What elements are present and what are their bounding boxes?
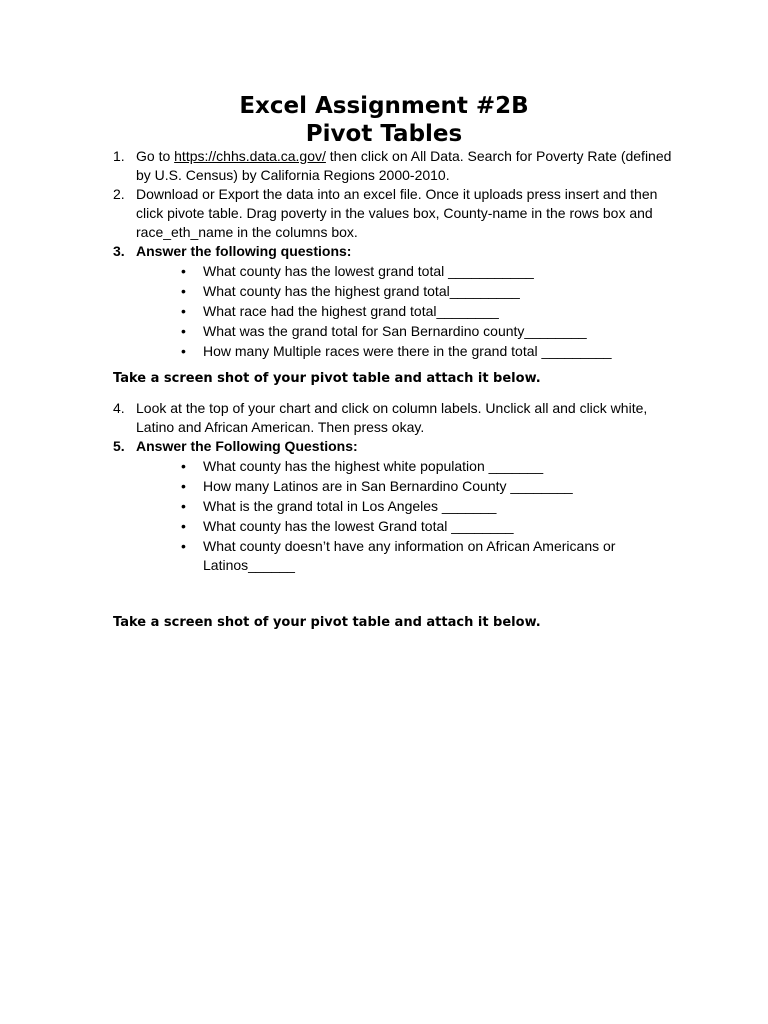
question-item: • What county has the highest white population _______ bbox=[181, 458, 544, 474]
bullet-icon: • bbox=[181, 498, 186, 514]
bullet-icon: • bbox=[181, 283, 186, 299]
item-number: 3. bbox=[113, 243, 125, 259]
bullet-icon: • bbox=[181, 263, 186, 279]
bullet-icon: • bbox=[181, 538, 186, 554]
question-item: • What race had the highest grand total________ bbox=[181, 303, 499, 319]
item-number: 2. bbox=[113, 186, 125, 202]
question-item: • What county has the lowest grand total ___________ bbox=[181, 263, 534, 279]
questions-list-1 bbox=[136, 262, 673, 361]
question-item: • What county doesn’t have any information on African Americans or Latinos______ bbox=[181, 538, 616, 573]
question-item: • What county has the lowest Grand total ________ bbox=[181, 518, 514, 534]
bullet-icon: • bbox=[181, 458, 186, 474]
item-number: 5. bbox=[113, 438, 125, 454]
bullet-icon: • bbox=[181, 303, 186, 319]
chhs-data-link[interactable]: https://chhs.data.ca.gov/ bbox=[174, 148, 326, 164]
question-item: • What was the grand total for San Bernardino county________ bbox=[181, 323, 587, 339]
item-text-before: Go to bbox=[136, 148, 175, 164]
item-heading: Answer the following questions: bbox=[136, 243, 352, 259]
screenshot-note-2: Take a screen shot of your pivot table and attach it below. bbox=[113, 615, 541, 630]
instruction-item-3 bbox=[113, 242, 673, 361]
item-heading: Answer the Following Questions: bbox=[136, 438, 358, 454]
instructions-list-1 bbox=[113, 147, 673, 361]
question-item: • How many Multiple races were there in the grand total _________ bbox=[181, 343, 612, 359]
title-line-1: Excel Assignment #2B bbox=[239, 93, 529, 119]
item-text: Download or Export the data into an excel file. Once it uploads press insert and then click pivote table. Drag poverty in the values box, County-name in the rows box and race_eth_name in the columns box. bbox=[136, 186, 658, 240]
instruction-item-5 bbox=[113, 437, 673, 575]
bullet-icon: • bbox=[181, 518, 186, 534]
item-number: 4. bbox=[113, 400, 125, 416]
bullet-icon: • bbox=[181, 323, 186, 339]
instructions-list-2 bbox=[113, 399, 673, 575]
title-line-2: Pivot Tables bbox=[305, 121, 463, 147]
item-text-after: then click on All Data. Search for Poverty Rate (defined by U.S. Census) by California Regions 2000-2010. bbox=[136, 148, 672, 183]
question-item: • How many Latinos are in San Bernardino County ________ bbox=[181, 478, 573, 494]
question-item: • What county has the highest grand total_________ bbox=[181, 283, 520, 299]
instruction-item-4 bbox=[113, 399, 673, 437]
bullet-icon: • bbox=[181, 343, 186, 359]
bullet-icon: • bbox=[181, 478, 186, 494]
item-text: Look at the top of your chart and click on column labels. Unclick all and click white, Latino and African American. Then press okay. bbox=[136, 400, 648, 435]
questions-list-2 bbox=[136, 457, 673, 575]
question-item: • What is the grand total in Los Angeles _______ bbox=[181, 498, 497, 514]
screenshot-note-1: Take a screen shot of your pivot table and attach it below. bbox=[113, 371, 541, 386]
instruction-item-2 bbox=[113, 185, 673, 242]
instruction-item-1 bbox=[113, 147, 673, 185]
item-number: 1. bbox=[113, 148, 125, 164]
